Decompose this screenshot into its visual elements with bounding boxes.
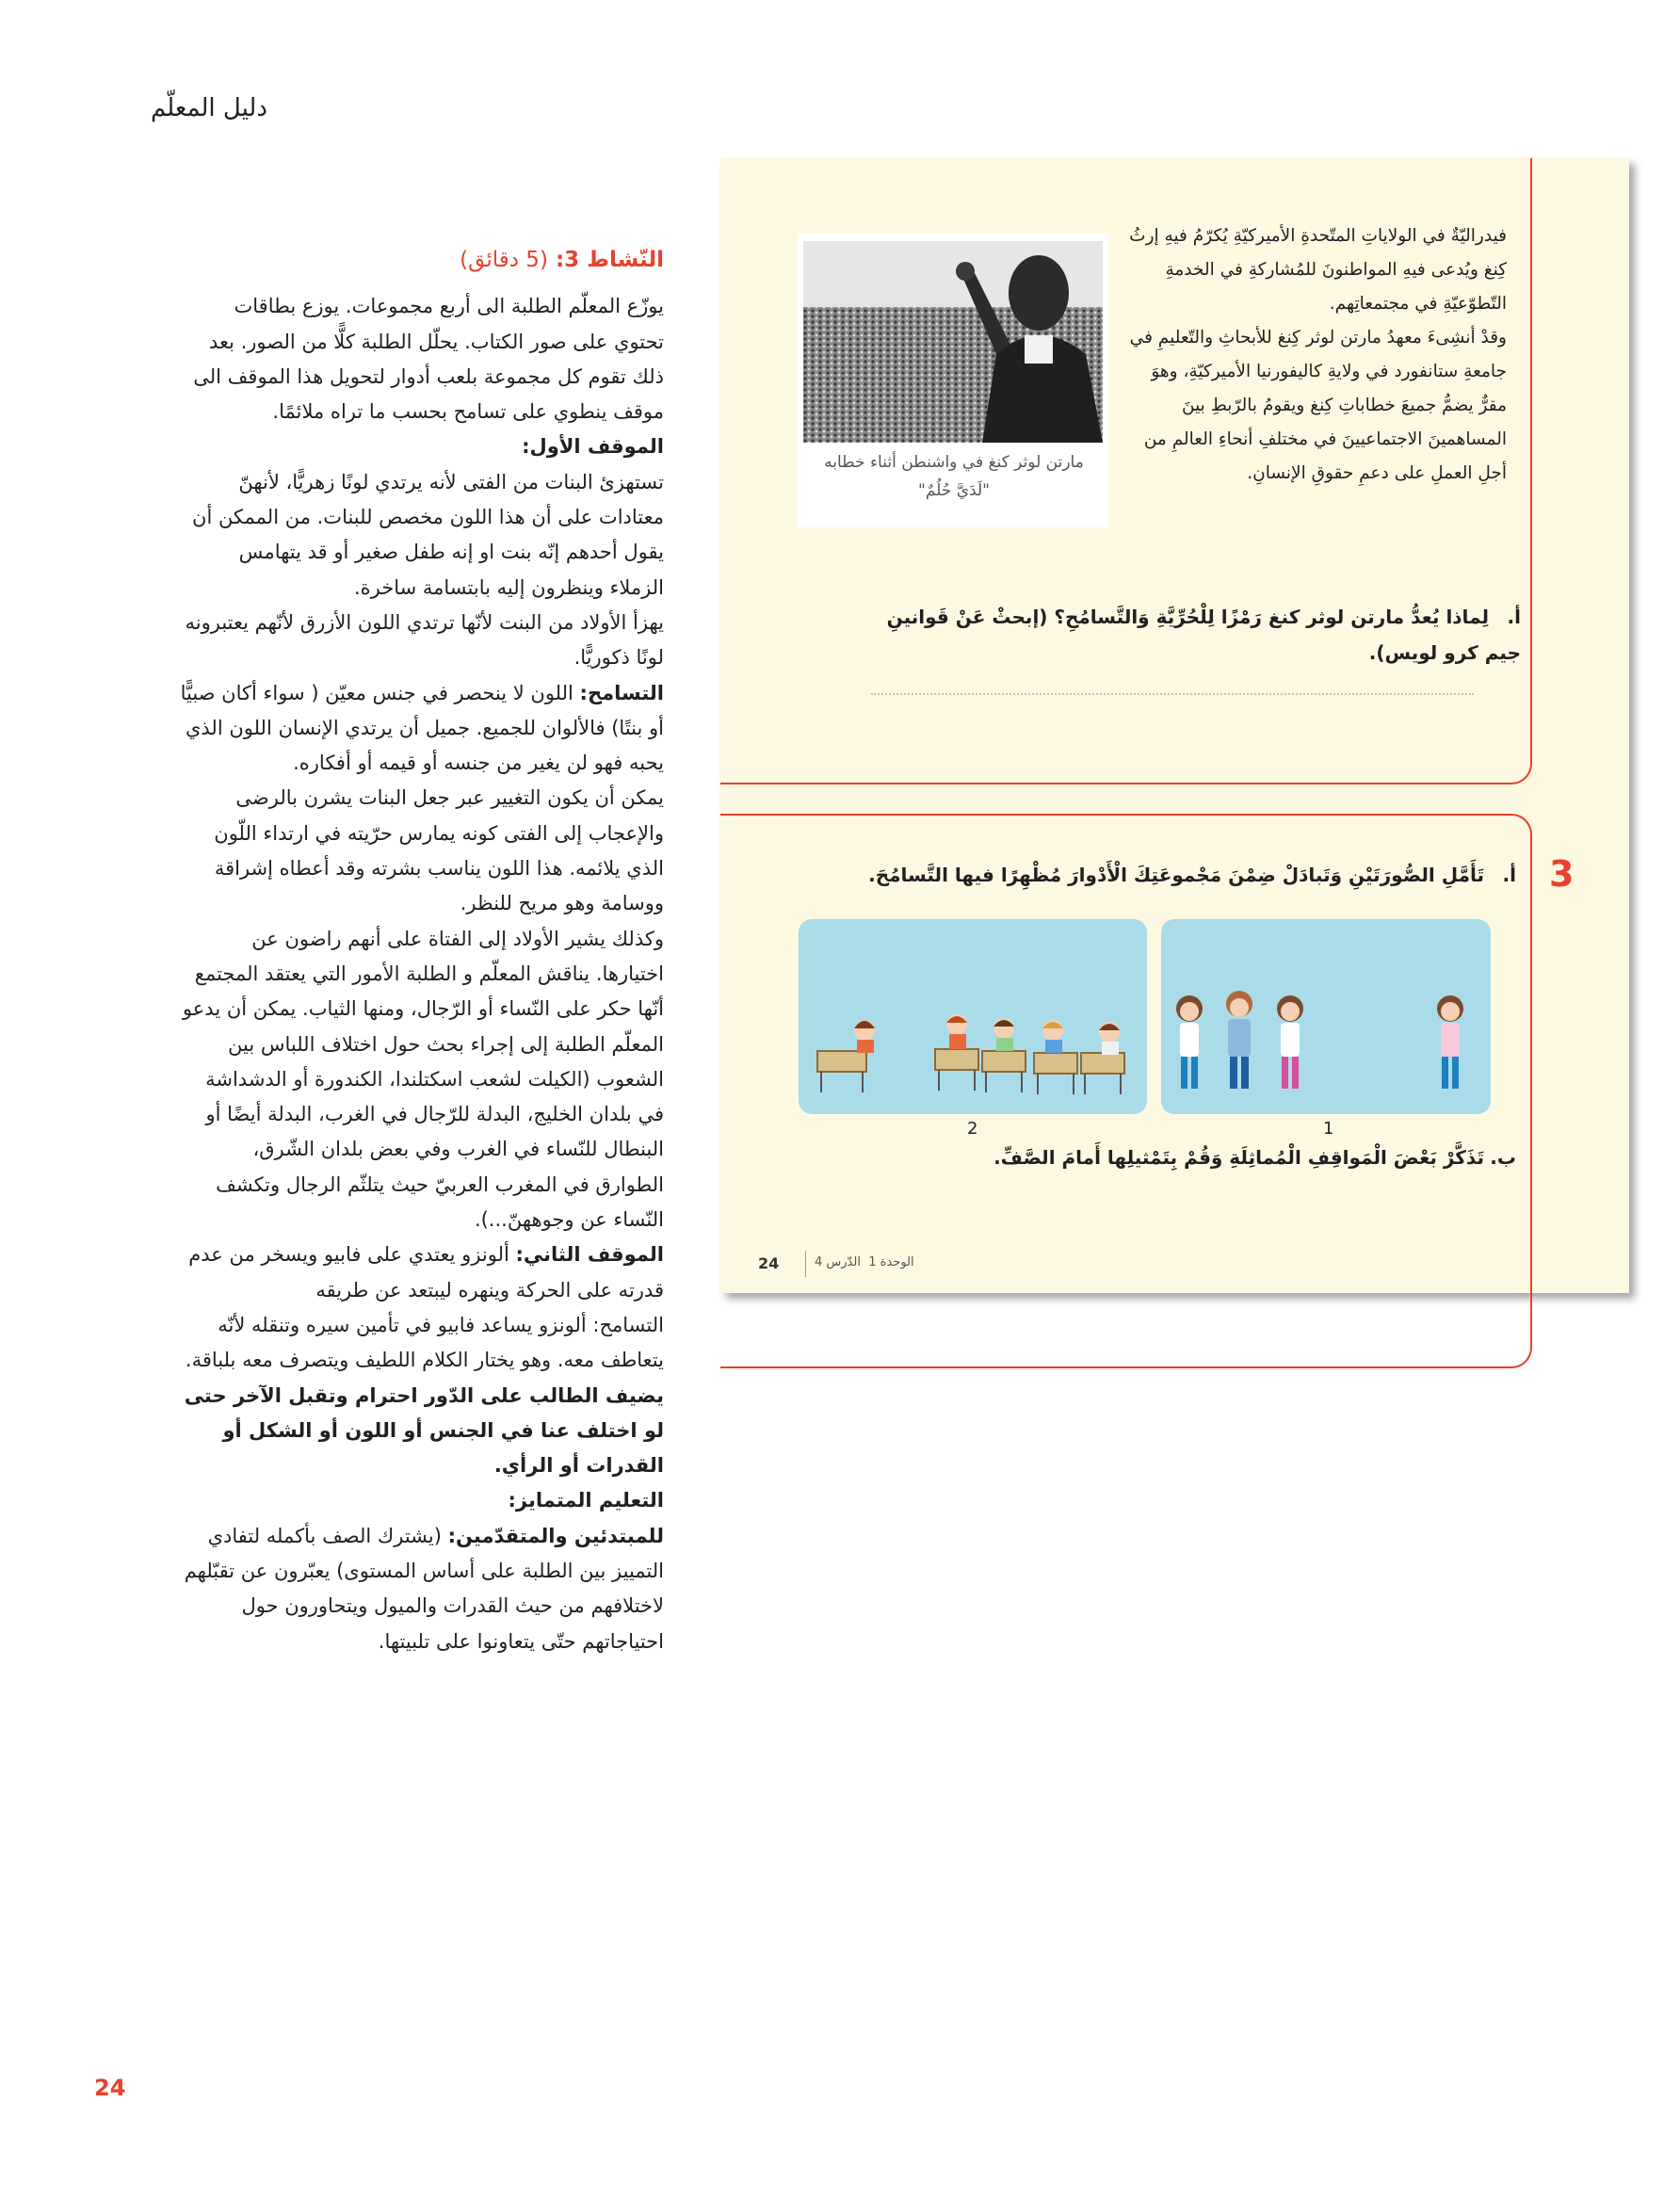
activity-title: النّشاط 3: [555,248,664,272]
child-3 [1277,995,1303,1089]
scene-1-label: 1 [1323,1119,1334,1139]
question-a2-text: تَأَمَّلِ الصُّورَتَيْنِ وَتَبادَلْ ضِمْنَ مَجْموعَتِكَ الْأَدْوارَ مُظْهِرًا فيها التَّسامُحَ. [868,864,1484,886]
situation1-paragraph-2: يهزأ الأولاد من البنت لأنّها ترتدي اللون الأزرق لأنّهم يعتبرونه لونًا ذكوريًّا. [185,610,664,670]
mlk-photo-card [798,234,1108,527]
question-b-text: تَذَكَّرْ بَعْضَ الْمَواقِفِ الْمُماثِلَةِ وَقُمْ بِتَمْثيلِها أَمامَ الصَّفِّ. [993,1146,1484,1169]
situation1-paragraph-1: تستهزئ البنات من الفتى لأنه يرتدي لونًا زهريًّا، لأنهنّ معتادات على أن هذا اللون مخصص للبنات. من الممكن أن يقول أحدهم إنّه بنت او إنه طفل صغير أو قد يتهامس الزملاء وينظرون إليه بابتسامة ساخرة. [192,470,664,599]
student-page-number: 24 [758,1254,780,1272]
student-4 [1042,1020,1063,1053]
situation2-tolerance: التسامح: ألونزو يساعد فابيو في تأمين سيره وتنقله لأنّه يتعاطف معه. وهو يختار الكلام اللطيف ويتصرف معه بلباقة. [185,1313,664,1372]
student-5 [1099,1022,1120,1055]
footer-lesson: الدّرس 4 [815,1255,861,1269]
beginners-paragraph [179,1519,664,1659]
situation2-label: الموقف الثاني: [515,1243,664,1267]
footer-separator [805,1251,806,1277]
student-adds-paragraph: يضيف الطالب على الدّور احترام وتقبل الآخر حتى لو اختلف عنا في الجنس أو اللون أو الشكل أو القدرات أو الرأي. [184,1383,664,1478]
footer-unit: الوحدة 1 [868,1255,914,1269]
children-standing-illustration [1161,919,1491,1114]
child-1 [1176,995,1203,1089]
child-2 [1226,991,1252,1089]
question-b [866,1142,1516,1172]
scene-2-label: 2 [967,1119,978,1139]
beginners-label: للمبتدئين والمتقدّمين: [447,1524,664,1547]
mlk-paragraph-1: فيدراليّةٌ في الولاياتِ المتّحدةِ الأميركيّةِ يُكرّمُ فيهِ إرثُ كِنغ ويُدعى فيهِ المواطنونَ للمُشاركةِ في الخدمةِ التّطوّعيّةِ في مجتمعاتِهم. [1129,226,1507,314]
page-number: 24 [94,2075,126,2101]
question-a1-letter: أ. [1507,606,1521,628]
student-book-page [720,158,1629,1293]
activity-time: (5 دقائق) [460,248,548,272]
mlk-photo [803,241,1103,443]
child-4 [1437,995,1463,1089]
classroom-illustration [799,919,1147,1114]
mlk-text [1121,219,1507,491]
tolerance-paragraph [179,676,664,782]
tolerance-label: التسامح: [579,681,664,704]
student-3 [993,1018,1014,1051]
situation1-heading: الموقف الأول: [522,435,664,459]
mlk-paragraph-2: وقدْ أنشِىءَ معهدُ مارتن لوثر كِنغ للأبحاثِ والتّعليمِ في جامعةِ ستانفورد في ولايةِ كاليفورنيا الأميركيّةِ، وهوَ مقرٌّ يضمُّ جميعَ خطاباتِ كِنغ ويقومُ بالرّبطِ بينَ المساهمينَ الاجتماعيينَ في مختلفِ أنحاءِ العالمِ من أجلِ العملِ على دعمِ حقوقِ الإنسانِ. [1129,328,1507,483]
beginners-text: (يشترك الصف بأكمله لتفادي التمييز بين الطلبة على أساس المستوى) يعبّرون عن تقبّلهم لاختلافهم من حيث القدرات والميول ويتحاورون حول احتياجاتهم حتّى يتعاونوا على تلبيتها. [184,1524,664,1653]
question-a2 [866,860,1516,890]
student-1 [854,1020,875,1053]
activity-intro: يوزّع المعلّم الطلبة الى أربع مجموعات. يوزع بطاقات تحتوي على صور الكتاب. يحلّل الطلبة كلًّا من الصور. بعد ذلك تقوم كل مجموعة بلعب أدوار لتحويل هذا الموقف الى موقف ينطوي على تسامح بحسب ما تراه ملائمًا. [193,295,664,424]
guide-title: دليل المعلّم [151,94,267,122]
situation2-text: ألونزو يعتدي على فابيو ويسخر من عدم قدرته على الحركة وينهره ليبتعد عن طريقه [188,1243,664,1302]
situation2-paragraph [179,1237,664,1308]
question-a2-letter: أ. [1502,864,1516,886]
scene-2-classroom [799,919,1147,1114]
mlk-photo-caption: مارتن لوثر كنغ في واشنطن أثناء خطابه "لَدَيَّ حُلُمٌ" [824,453,1084,500]
differentiated-heading: التعليم المتمايز: [508,1489,664,1512]
footer-unit-lesson [815,1255,914,1269]
answer-line [871,693,1474,695]
activity-number: 3 [1549,853,1575,895]
question-a1 [852,599,1521,671]
tolerance-paragraph-2: يمكن أن يكون التغيير عبر جعل البنات يشرن بالرضى والإعجاب إلى الفتى كونه يمارس حرّيته في ارتداء اللّون الذي يلائمه. هذا اللون يناسب بشرته وقد أعطاه إشراقة ووسامة وهو مريح للنظر. [214,786,664,915]
student-2 [946,1014,967,1049]
question-b-letter: ب. [1490,1146,1516,1169]
tolerance-text: اللون لا ينحصر في جنس معيّن ( سواء أكان صبيًّا أو بنتًا) فالألوان للجميع. جميل أن يرتدي الإنسان اللون الذي يحبه فهو لن يغير من جنسه أو قيمه أو أفكاره. [180,681,664,775]
activity-heading [179,243,664,278]
question-a1-text: لِماذا يُعدُّ مارتن لوثر كنغ رَمْزًا لِلْحُرِّيَّةِ وَالتَّسامُحِ؟ (إبحثْ عَنْ قَوانينِ جيم كرو لويس). [886,606,1521,664]
tolerance-paragraph-3: وكذلك يشير الأولاد إلى الفتاة على أنهم راضون عن اختيارها. يناقش المعلّم و الطلبة الأمور التي يعتقد المجتمع أنّها حكر على النّساء أو الرّجال، ومنها الثياب. يمكن أن يدعو المعلّم الطلبة إلى إجراء بحث حول اختلاف اللباس بين الشعوب (الكيلت لشعب اسكتلندا، الكندورة أو الدشداشة في بلدان الخليج، البدلة للرّجال في الغرب، البدلة أيضًا أو البنطال للنّساء في الغرب وفي بعض بلدان الشّرق، الطوارق في المغرب العربيّ حيث يتلثّم الرجال وتكشف النّساء عن وجوههنّ...). [182,927,664,1232]
teacher-guide-column [179,243,664,1659]
scene-1-children [1161,919,1491,1114]
